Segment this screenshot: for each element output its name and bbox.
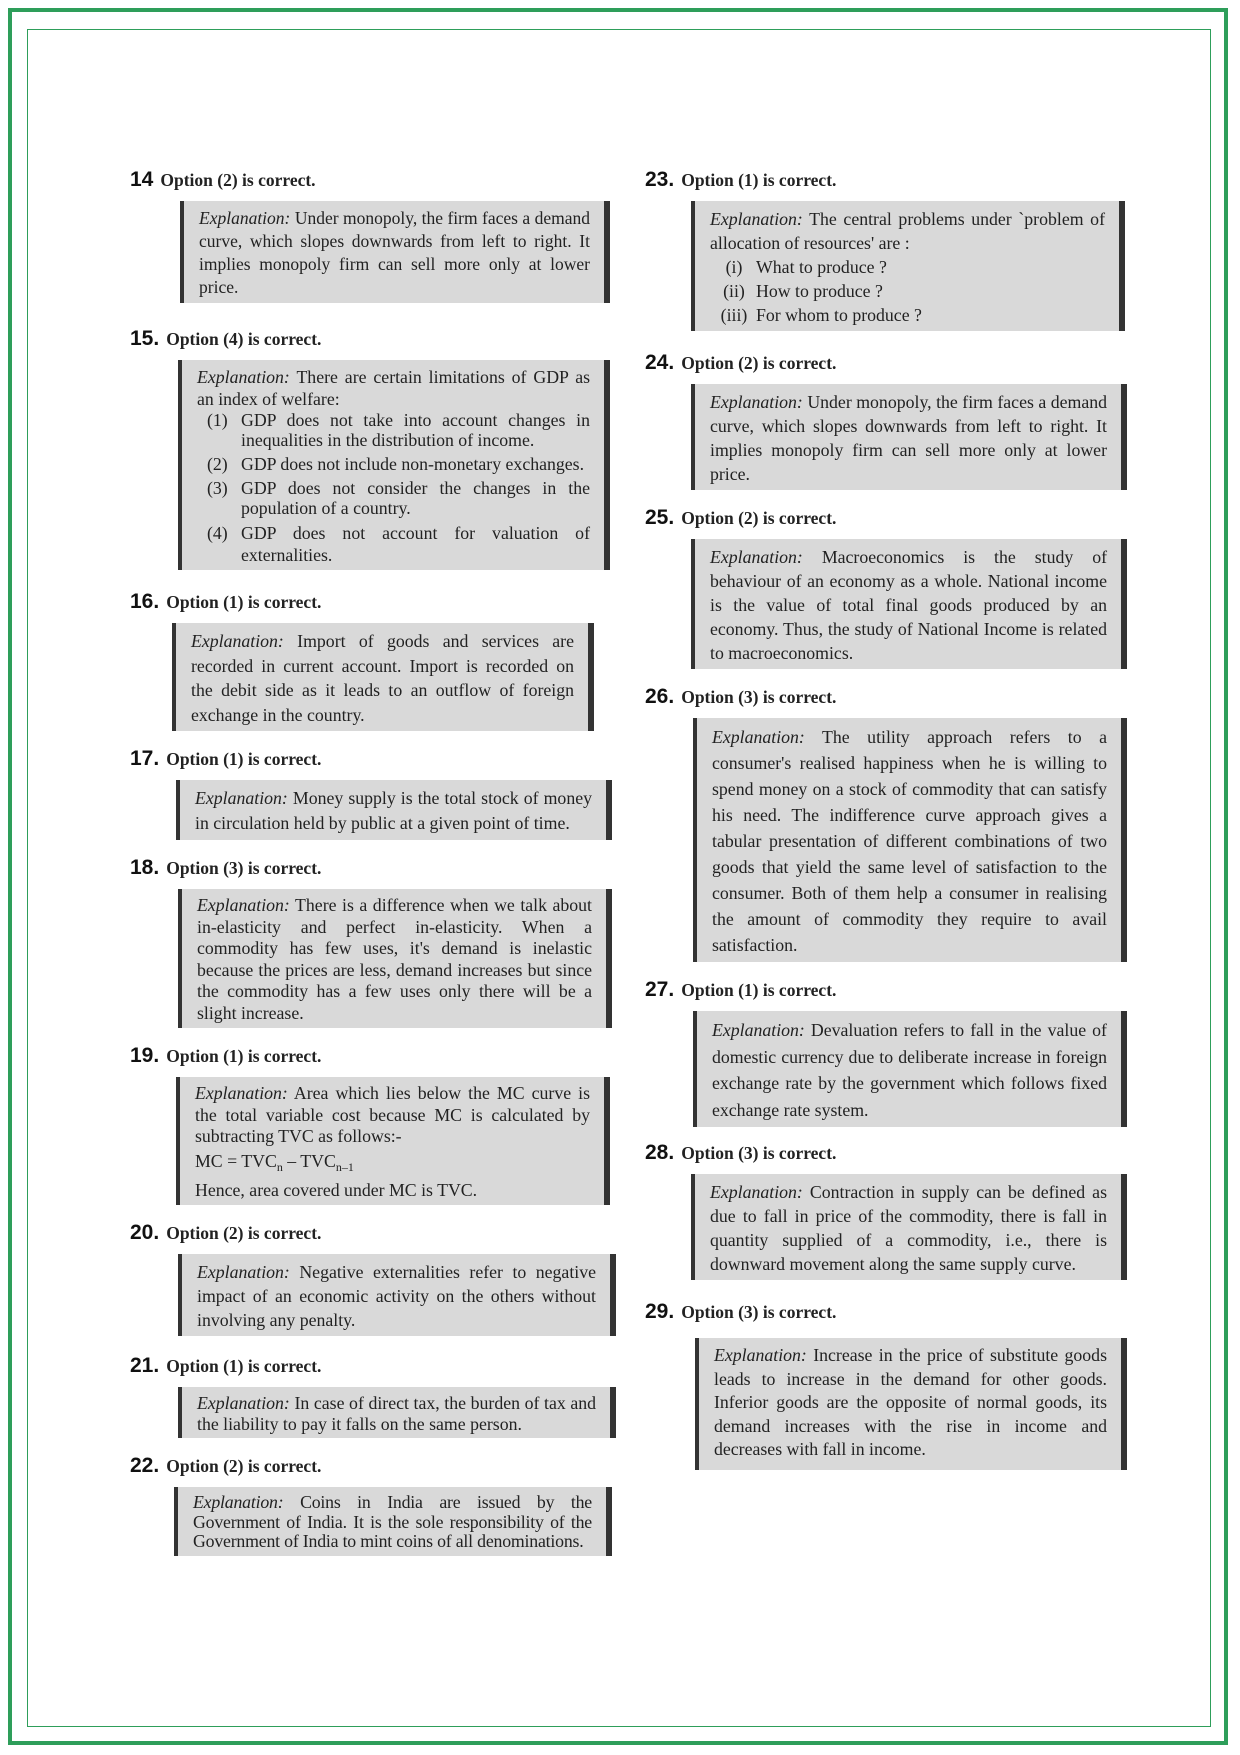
question-number: 27. xyxy=(645,978,675,1001)
answer-option: Option (3) is correct. xyxy=(681,687,837,707)
explanation-box xyxy=(178,1254,616,1336)
question-header xyxy=(130,1221,610,1245)
list-item: (i) What to produce ? xyxy=(725,257,887,277)
question-number: 15. xyxy=(130,327,160,350)
question-header xyxy=(130,747,610,771)
question-header xyxy=(130,590,610,614)
question-header xyxy=(645,1141,1125,1165)
question-number: 25. xyxy=(645,506,675,529)
answer-option: Option (1) is correct. xyxy=(166,592,322,612)
question-header xyxy=(130,856,610,880)
explanation-text: Explanation: Money supply is the total stock of money in circulation held by public at a given point of time. xyxy=(195,788,592,833)
answer-option: Option (1) is correct. xyxy=(166,1046,322,1066)
question-header xyxy=(130,1454,610,1478)
question-header xyxy=(130,1044,610,1068)
question-header xyxy=(645,168,1125,192)
list-item: (1) GDP does not take into account changes in inequalities in the distribution of income. xyxy=(207,410,590,450)
answer-option: Option (2) is correct. xyxy=(166,1223,322,1243)
question-number: 22. xyxy=(130,1454,160,1477)
explanation-text: Explanation: Devaluation refers to fall in the value of domestic currency due to deliberate increase in foreign exchange rate by the government which follows fixed exchange rate system. xyxy=(712,1020,1107,1120)
answer-option: Option (1) is correct. xyxy=(166,749,322,769)
explanation-box xyxy=(172,623,594,731)
question-number: 16. xyxy=(130,590,160,613)
question-header xyxy=(645,506,1125,530)
question-number: 29. xyxy=(645,1300,675,1323)
question-15 xyxy=(130,327,610,570)
question-29 xyxy=(645,1300,1125,1470)
list-item: (4) GDP does not account for valuation of externalities. xyxy=(207,523,590,565)
question-header xyxy=(645,1300,1125,1324)
list-item: (iii) For whom to produce ? xyxy=(720,305,922,325)
explanation-text: Explanation: There are certain limitations of GDP as an index of welfare: xyxy=(197,367,591,409)
explanation-box xyxy=(691,384,1127,490)
explanation-text: Explanation: There is a difference when we talk about in-elasticity and perfect in-elasticity. When a commodity has few uses, it's demand is inelastic because the prices are less, demand increases but since the commodity has a few uses only there will be a slight increase. xyxy=(197,895,593,1023)
question-24 xyxy=(645,351,1125,490)
answer-option: Option (1) is correct. xyxy=(681,170,837,190)
answer-option: Option (3) is correct. xyxy=(681,1302,837,1322)
question-21 xyxy=(130,1354,610,1438)
question-number: 14 xyxy=(130,168,154,191)
question-number: 19. xyxy=(130,1044,160,1067)
answer-option: Option (4) is correct. xyxy=(166,329,322,349)
question-number: 18. xyxy=(130,856,160,879)
list-item: (ii) How to produce ? xyxy=(723,281,883,301)
explanation-box xyxy=(693,718,1127,962)
question-number: 17. xyxy=(130,747,160,770)
answer-option: Option (2) is correct. xyxy=(681,508,837,528)
answer-option: Option (2) is correct. xyxy=(166,1456,322,1476)
question-number: 28. xyxy=(645,1141,675,1164)
explanation-box xyxy=(176,1077,610,1205)
question-header xyxy=(645,978,1125,1002)
explanation-box xyxy=(178,360,610,570)
answer-option: Option (2) is correct. xyxy=(160,170,316,190)
question-header xyxy=(130,168,610,192)
question-14 xyxy=(130,168,610,303)
answer-option: Option (2) is correct. xyxy=(681,353,837,373)
question-27 xyxy=(645,978,1125,1127)
question-header xyxy=(645,685,1125,709)
explanation-text: Explanation: Area which lies below the MC curve is the total variable cost because MC is calculated by subtracting TVC as follows:- xyxy=(195,1083,590,1146)
answer-option: Option (1) is correct. xyxy=(166,1356,322,1376)
question-28 xyxy=(645,1141,1125,1280)
answer-option: Option (1) is correct. xyxy=(681,980,837,1000)
question-number: 24. xyxy=(645,351,675,374)
explanation-text: Explanation: The central problems under `problem of allocation of resources' are : xyxy=(710,209,1105,253)
explanation-box xyxy=(695,1338,1127,1470)
explanation-text: Explanation: The utility approach refers to a consumer's realised happiness when he is willing to spend money on a stock of commodity that can satisfy his need. The indifference curve approach gives a tabular presentation of different combinations of two goods that yield the same level of satisfaction to the consumer. Both of them help a consumer in realising the amount of commodity they require to avail satisfaction. xyxy=(712,727,1107,955)
explanation-box xyxy=(691,201,1125,331)
question-23 xyxy=(645,168,1125,331)
question-header xyxy=(645,351,1125,375)
explanation-text: Explanation: Increase in the price of substitute goods leads to increase in the demand for other goods. Inferior goods are the opposite of normal goods, its demand increases with the rise in income and decreases with fall in income. xyxy=(714,1345,1107,1459)
list-item: (3) GDP does not consider the changes in the population of a country. xyxy=(207,478,590,518)
question-25 xyxy=(645,506,1125,669)
right-column xyxy=(645,168,1125,1470)
question-17 xyxy=(130,747,610,840)
question-20 xyxy=(130,1221,610,1336)
explanation-box xyxy=(691,1174,1127,1280)
question-19 xyxy=(130,1044,610,1205)
question-26 xyxy=(645,685,1125,962)
explanation-box xyxy=(178,889,612,1028)
explanation-box xyxy=(178,1387,616,1438)
question-22 xyxy=(130,1454,610,1556)
answer-option: Option (3) is correct. xyxy=(166,858,322,878)
explanation-box xyxy=(176,780,612,840)
explanation-text: Explanation: Negative externalities refer to negative impact of an economic activity on the others without involving any penalty. xyxy=(197,1262,596,1330)
explanation-text: Explanation: Import of goods and services are recorded in current account. Import is recorded on the debit side as it leads to an outflow of foreign exchange in the country. xyxy=(191,631,574,725)
explanation-text: Explanation: Under monopoly, the firm faces a demand curve, which slopes downwards from left to right. It implies monopoly firm can sell more only at lower price. xyxy=(710,392,1107,484)
formula: MC = $TVC_n - TVC_{n-1}$ xyxy=(195,1150,354,1174)
question-16 xyxy=(130,590,610,731)
explanation-conclusion: Hence, area covered under MC is TVC. xyxy=(195,1179,478,1200)
explanation-box xyxy=(693,1011,1127,1127)
explanation-text: Explanation: Under monopoly, the firm faces a demand curve, which slopes downwards from left to right. It implies monopoly firm can sell more only at lower price. xyxy=(199,208,590,297)
explanation-text: Explanation: Coins in India are issued by the Government of India. It is the sole responsibility of the Government of India to mint coins of all denominations. xyxy=(193,1492,592,1551)
explanation-box xyxy=(174,1487,612,1556)
question-number: 20. xyxy=(130,1221,160,1244)
explanation-text: Explanation: Contraction in supply can be defined as due to fall in price of the commodity, there is fall in quantity supplied of a commodity, i.e., there is downward movement along the same supply curve. xyxy=(710,1182,1107,1274)
explanation-box xyxy=(691,539,1127,669)
question-header xyxy=(130,327,610,351)
question-number: 26. xyxy=(645,685,675,708)
explanation-box xyxy=(180,201,610,303)
answer-option: Option (3) is correct. xyxy=(681,1143,837,1163)
question-18 xyxy=(130,856,610,1028)
question-number: 23. xyxy=(645,168,675,191)
list-item: (2) GDP does not include non-monetary exchanges. xyxy=(207,454,585,474)
question-header xyxy=(130,1354,610,1378)
question-number: 21. xyxy=(130,1354,160,1377)
left-column xyxy=(130,168,610,1556)
explanation-text: Explanation: Macroeconomics is the study of behaviour of an economy as a whole. National income is the value of total final goods produced by an economy. Thus, the study of National Income is related to macroeconomics. xyxy=(710,547,1108,663)
explanation-text: Explanation: In case of direct tax, the burden of tax and the liability to pay it falls on the same person. xyxy=(197,1393,596,1434)
